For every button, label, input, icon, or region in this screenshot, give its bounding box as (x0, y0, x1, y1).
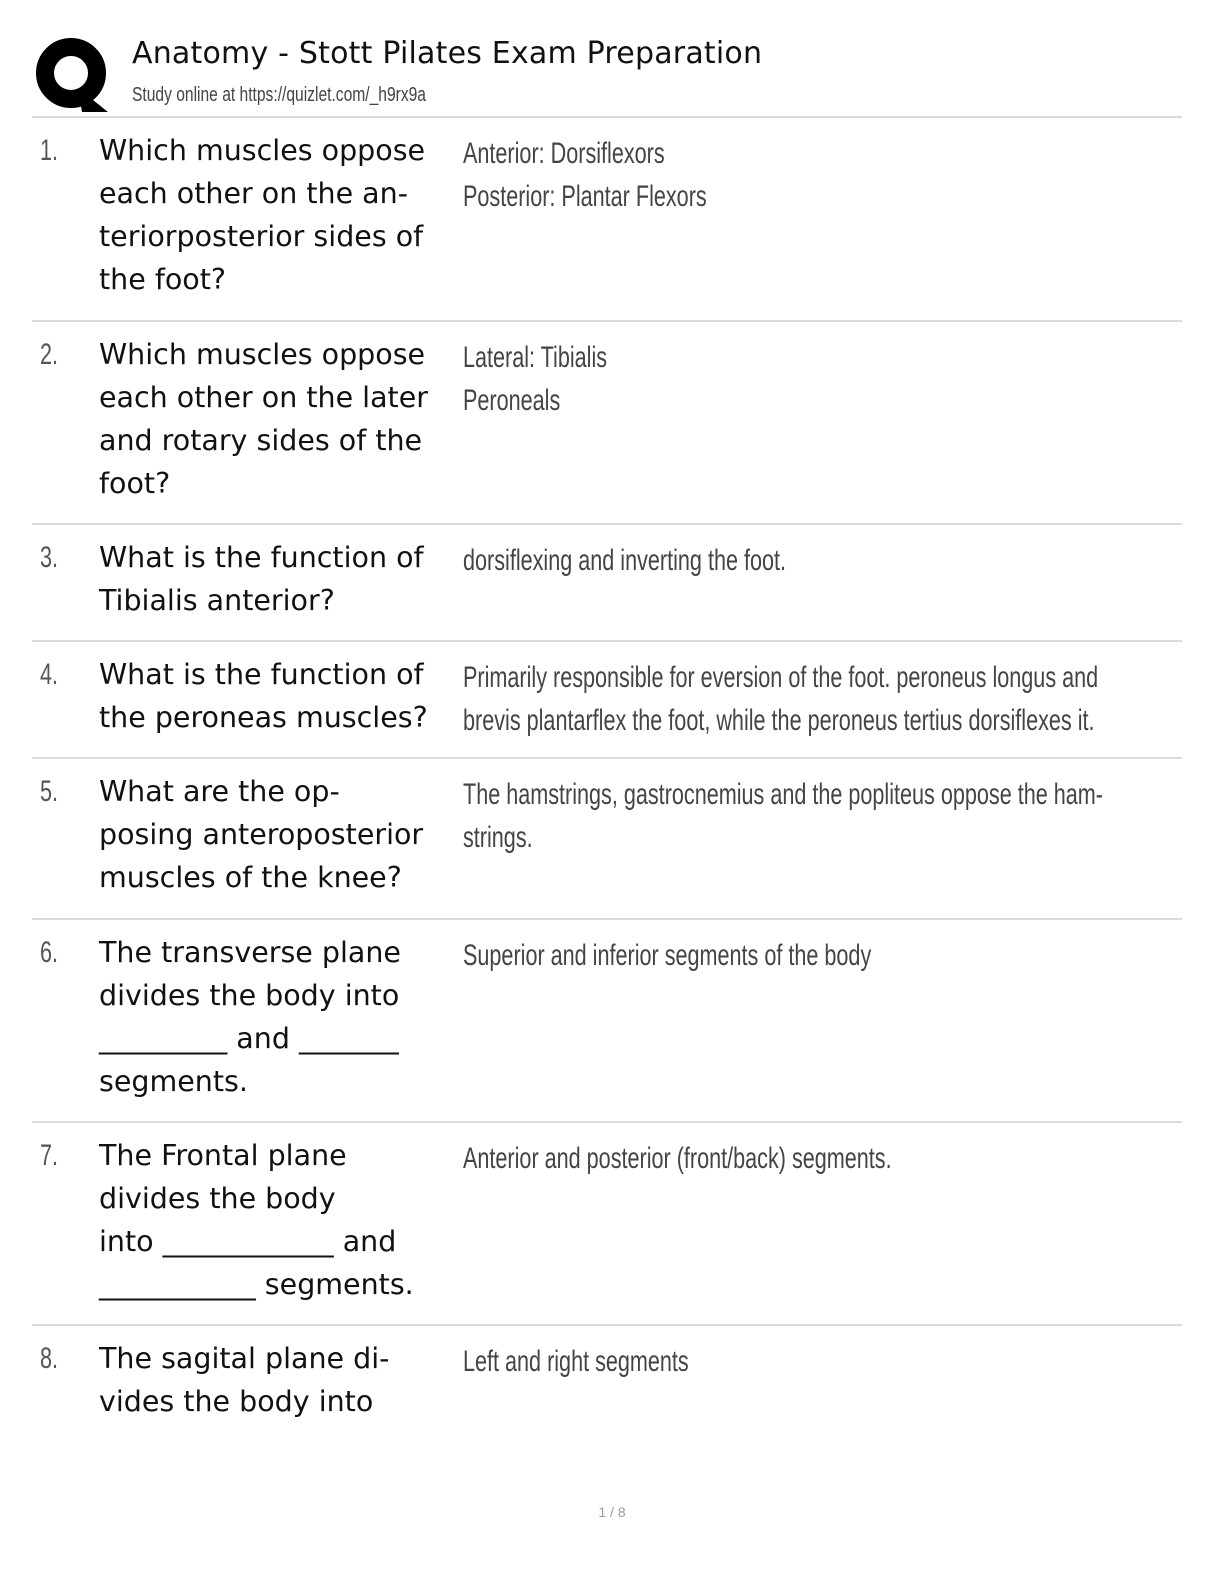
flashcard-row (32, 759, 1182, 920)
card-term: The Frontal plane divides the body into ____________ and ___________ segments. (99, 1139, 414, 1301)
card-number: 2. (40, 338, 59, 371)
card-definition: Primarily responsible for eversion of the foot. peroneus longus and brevis plantarflex the foot, while the peroneus tertius dorsiflexes it. (463, 661, 1099, 737)
card-number: 3. (40, 541, 59, 574)
flashcard-row (32, 642, 1182, 759)
flashcard-row (32, 322, 1182, 525)
flashcard-row (32, 1123, 1182, 1326)
study-online-link: Study online at https://quizlet.com/_h9rx9a (132, 84, 426, 106)
document-header (0, 0, 1224, 118)
flashcard-row (32, 525, 1182, 642)
card-term: Which muscles oppose each other on the later and rotary sides of the foot? (99, 338, 428, 500)
card-definition: dorsiflexing and inverting the foot. (463, 544, 786, 577)
card-definition: Anterior: Dorsiflexors Posterior: Plantar Flexors (463, 137, 707, 213)
card-term: The sagital plane di- vides the body into (99, 1342, 390, 1418)
card-number: 1. (40, 134, 59, 167)
card-term: Which muscles oppose each other on the an- teriorposterior sides of the foot? (99, 134, 426, 296)
card-definition: Left and right segments (463, 1345, 689, 1378)
card-number: 8. (40, 1342, 59, 1375)
card-term: What is the function of the peroneas muscles? (99, 658, 428, 734)
card-definition: Anterior and posterior (front/back) segments. (463, 1142, 892, 1175)
card-definition: Lateral: Tibialis Peroneals (463, 341, 608, 417)
card-definition: Superior and inferior segments of the body (463, 939, 872, 972)
flashcard-row (32, 118, 1182, 322)
card-number: 5. (40, 775, 59, 808)
card-definition: The hamstrings, gastrocnemius and the popliteus oppose the ham- strings. (463, 778, 1103, 854)
card-term: What is the function of Tibialis anterior? (99, 541, 424, 617)
quizlet-q-logo-icon (34, 36, 110, 112)
flashcard-list (32, 118, 1182, 1446)
card-number: 4. (40, 658, 59, 691)
flashcard-row (32, 1326, 1182, 1446)
card-number: 6. (40, 936, 59, 969)
document-title: Anatomy - Stott Pilates Exam Preparation (132, 36, 763, 71)
flashcard-row (32, 920, 1182, 1123)
card-term: The transverse plane divides the body into _________ and _______ segments. (99, 936, 401, 1098)
card-term: What are the op- posing anteroposterior muscles of the knee? (99, 775, 424, 894)
page-number: 1 / 8 (598, 1504, 626, 1520)
card-number: 7. (40, 1139, 59, 1172)
